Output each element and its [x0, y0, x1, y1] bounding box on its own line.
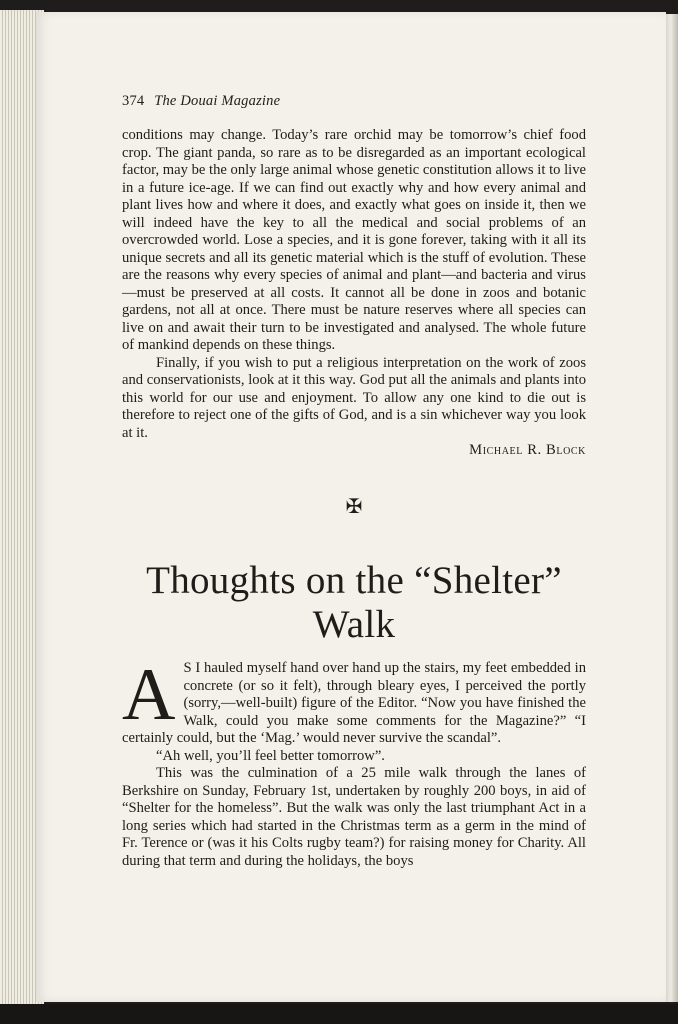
article-title: [122, 559, 586, 647]
drop-cap: A: [122, 654, 176, 736]
article2-paragraph: “Ah well, you’ll feel better tomorrow”.: [156, 747, 385, 764]
article1-paragraph: Finally, if you wish to put a religious interpretation on the work of zoos and conservationists, look at it this way. God put all the animals and plants into this world for our use and enjoyment. To allow any one kind to die out is therefore to reject one of the gifts of God, and is a sin whichever way you look at it.: [122, 354, 586, 441]
cross-ornament-icon: ✠: [345, 496, 363, 518]
author-signature: Michael R. Block: [469, 442, 586, 458]
page-content: [122, 93, 586, 870]
article2-paragraph: This was the culmination of a 25 mile walk through the lanes of Berkshire on Sunday, February 1st, undertaken by roughly 200 boys, in aid of “Shelter for the homeless”. But the walk was only the last triumphant Act in a long series which had started in the Christmas term as a germ in the mind of Fr. Terence or (was it his Colts rugby team?) for raising money for Charity. All during that term and during the holidays, the boys: [122, 765, 586, 869]
scan-border: [0, 1004, 678, 1024]
running-header: [122, 93, 586, 110]
page-number: 374: [122, 93, 145, 109]
article1-paragraph: conditions may change. Today’s rare orchid may be tomorrow’s chief food crop. The giant panda, so rare as to be disregarded as an important ecological factor, may be the only large animal whose genetic constitution allows it to live in a future ice-age. If we can find out exactly why and how every animal and plant lives how and where it does, and exactly what goes on inside it, then we will indeed have the key to all the medical and social problems of an overcrowded world. Lose a species, and it is gone forever, taking with it all its unique secrets and all its genetic material which is the stuff of evolution. These are the reasons why every species of animal and plant—and bacteria and virus—must be preserved at all costs. It cannot all be done in zoos and botanic gardens, not all at once. There must be nature reserves where all species can live on and await their turn to be investigated and analysed. The whole future of mankind depends on these things.: [122, 127, 586, 353]
article-title-line1: Thoughts on the “Shelter”: [146, 559, 562, 602]
article2-opening-text: S I hauled myself hand over hand up the stairs, my feet embedded in concrete (or so it felt), through bleary eyes, I perceived the portly (sorry,—well-built) figure of the Editor. “Now you have finished the Walk, could you make some comments for the Magazine?” “I certainly could, but the ‘Mag.’ would never survive the scandal”.: [122, 660, 586, 746]
article2-paragraph: [122, 654, 586, 748]
journal-title: The Douai Magazine: [154, 93, 281, 109]
binding-edge: [666, 14, 678, 1002]
article-title-line2: Walk: [312, 603, 396, 646]
